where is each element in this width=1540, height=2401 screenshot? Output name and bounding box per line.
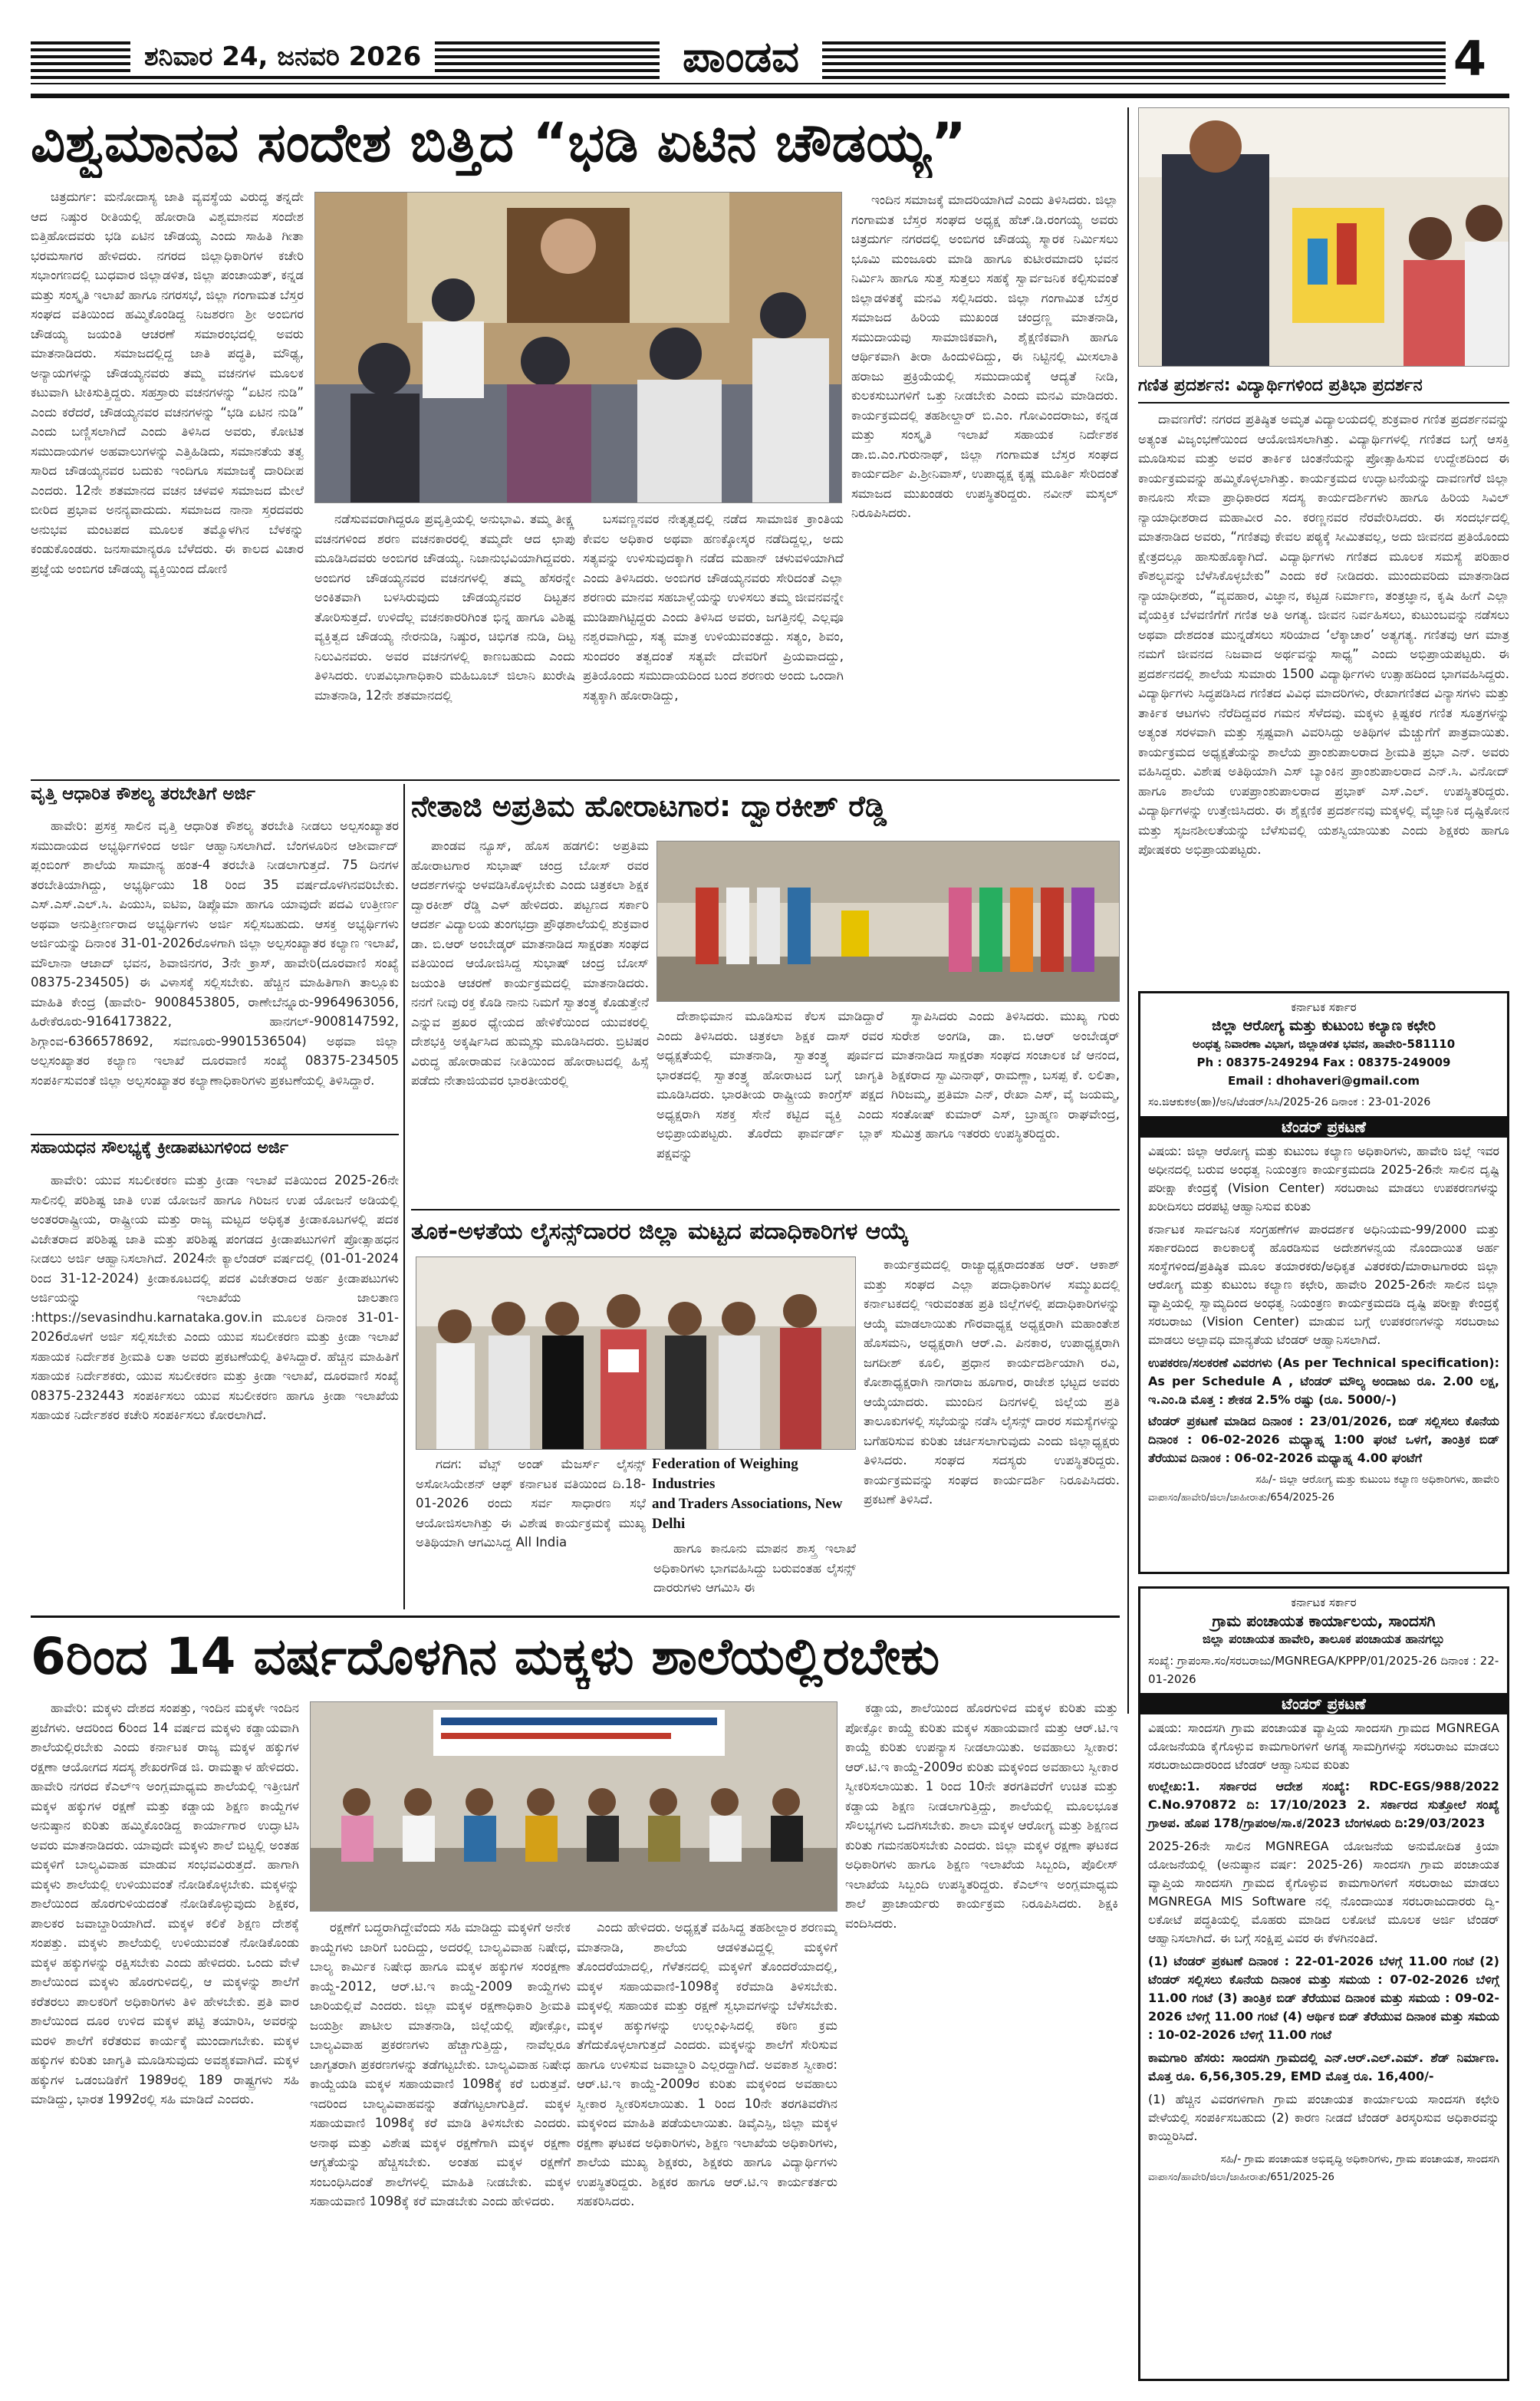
story5-column-3: ಸ್ಥಾಪಿಸಿದರು ಎಂದು ತಿಳಿಸಿದರು. ಮುಖ್ಯ ಗುರು ಸುರೇಶ ಅಂಗಡಿ, ಡಾ. ಬಿ.ಆರ್ ಅಂಬೇಡ್ಕರ್ ಮಾತನಾಡಿದ ಸಾಕ್ಷರತಾ ಸಂಘದ ಸಂಚಾಲಕ ಜೆ ಆನಂದ, ಶಿಕ್ಷಕರಾದ ಸ್ವಾಮಿನಾಥ್, ರಾಮಣ್ಣಾ, ಬಸಪ್ಪ ಕೆ. ಲಲಿತಾ, ಗಿರಿಜಮ್ಮ, ಪ್ರತಿಮಾ ಎನ್, ರೇಖಾ ಎಸ್, ವೈ ಜಯಮ್ಮ, ಸಂತೋಷ್ ಕುಮಾರ್ ಎಸ್, ಬ್ರಾಹ್ಮಣ ರಾಘವೇಂದ್ರ, ಸುಮಿತ್ರ ಹಾಗೂ ಇತರರು ಉಪಸ್ಥಿತರಿದ್ದರು. (891, 1009, 1120, 1141)
notice-body: ಕರ್ನಾಟಕ ಸಾರ್ವಜನಿಕ ಸಂಗ್ರಹಣೆಗಳ ಪಾರದರ್ಶಕ ಅಧಿನಿಯಮ-99/2000 ಮತ್ತು ಸರ್ಕಾರದಿಂದ ಕಾಲಕಾಲಕ್ಕೆ ಹೊರಡಿಸುವ ಅದೇಶಗಳನ್ವಯ ನೊಂದಾಯಿತ ಅರ್ಹ ಸಂಸ್ಥೆಗಳಿಂದ/ಪ್ರತಿಷ್ಠಿತ ಮೂಲ ತಯಾರಕರು/ಅಧಿಕೃತ ವಿತರಕರು/ಮಾರಾಟಗಾರರು ಜಿಲ್ಲಾ ಆರೋಗ್ಯ ಮತ್ತು ಕುಟುಂಬ ಕಲ್ಯಾಣ ಕಛೇರಿ, ಹಾವೇರಿ 2025-26ನೇ ಸಾಲಿನ ಜಿಲ್ಲಾ ವ್ಯಾಪ್ತಿಯಲ್ಲಿ ಸ್ವಾಮ್ಯದಿಂದ ಅಂಧತ್ವ ನಿಯಂತ್ರಣ ಕಾರ್ಯಕ್ರಮದಡಿ ದೃಷ್ಟಿ ಪರೀಕ್ಷಾ ಕೇಂದ್ರಕ್ಕೆ ಸರಬರಾಜು (Vision Center) ಮಾಡುವ ಬಗ್ಗೆ ಉಪಕರಣಗಳನ್ನು ಸರಬರಾಜು ಮಾಡಲು ಅಲ್ಪಾವಧಿ ಮಾನ್ಯತೆಯ ಟೆಂಡರ್ ಆಹ್ವಾನಿಸಲಾಗಿದೆ. (1148, 1222, 1499, 1347)
story7-photo (310, 1701, 837, 1912)
notice-reference: ಸಂಖ್ಯೆ: ಗ್ರಾಪಂಸಾ.ಸಂ/ಸರಬರಾಜು/MGNREGA/KPPP/01/2025-26 ದಿನಾಂಕ : 22-01-2026 (1148, 1654, 1499, 1686)
notice-office: ಗ್ರಾಮ ಪಂಚಾಯತ ಕಾರ್ಯಾಲಯ, ಸಾಂದಸಗಿ (1212, 1612, 1436, 1630)
story3-headline: ವೃತ್ತಿ ಆಧಾರಿತ ಕೌಶಲ್ಯ ತರಬೇತಿಗೆ ಅರ್ಜಿ (31, 784, 255, 804)
notice-office: ಜಿಲ್ಲಾ ಆರೋಗ್ಯ ಮತ್ತು ಕುಟುಂಬ ಕಲ್ಯಾಣ ಕಛೇರಿ (1212, 1017, 1436, 1034)
story7-column-1: ಹಾವೇರಿ: ಮಕ್ಕಳು ದೇಶದ ಸಂಪತ್ತು, ಇಂದಿನ ಮಕ್ಕಳೇ ಇಂದಿನ ಪ್ರಜೆಗಳು. ಆದರಿಂದ 6ರಿಂದ 14 ವರ್ಷದ ಮಕ್ಕಳು ಕಡ್ಡಾಯವಾಗಿ ಶಾಲೆಯಲ್ಲಿರಬೇಕು ಎಂದು ಕರ್ನಾಟಕ ರಾಜ್ಯ ಮಕ್ಕಳ ಹಕ್ಕುಗಳ ರಕ್ಷಣಾ ಆಯೋಗದ ಸದಸ್ಯ ಶೇಖರಗೌಡ ಜಿ. ರಾಮತ್ನಾಳ ಹೇಳಿದರು. ಹಾವೇರಿ ನಗರದ ಕೆಎಲ್ಇ ಅಂಗ್ಲಮಾಧ್ಯಮ ಶಾಲೆಯಲ್ಲಿ ಇತ್ತೀಚಿಗೆ ಮಕ್ಕಳ ಹಕ್ಕುಗಳ ರಕ್ಷಣೆ ಮತ್ತು ಕಡ್ಡಾಯ ಶಿಕ್ಷಣ ಕಾಯ್ದೆಗಳ ಅನುಷ್ಠಾನ ಕುರಿತು ಹಮ್ಮಿಕೊಂಡಿದ್ದ ಕಾರ್ಯಾಗಾರ ಉದ್ಘಾಟಿಸಿ ಅವರು ಮಾತನಾಡಿದರು. ಯಾವುದೇ ಮಕ್ಕಳು ಶಾಲೆ ಬಿಟ್ಟಲ್ಲಿ ಅಂತಹ ಮಕ್ಕಳಿಗೆ ಬಾಲ್ಯವಿವಾಹ ಮಾಡುವ ಸಂಭವವಿರುತ್ತದೆ. ಹಾಗಾಗಿ ಮಕ್ಕಳು ಶಾಲೆಯಲ್ಲಿ ಉಳಿಯುವಂತೆ ನೋಡಿಕೊಳ್ಳಬೇಕು. ಮಕ್ಕಳನ್ನು ಶಾಲೆಯಿಂದ ಹೊರಗುಳಿಯದಂತೆ ನೋಡಿಕೊಳ್ಳುವುದು ಶಿಕ್ಷಕರ, ಪಾಲಕರ ಜವಾಬ್ದಾರಿಯಾಗಿದೆ. ಮಕ್ಕಳ ಕಲಿಕೆ ಶಿಕ್ಷಣ ದೇಶಕ್ಕೆ ಸಂಪತ್ತು. ಮಕ್ಕಳು ಶಾಲೆಯಲ್ಲಿ ಉಳಿಯುವಂತೆ ನೋಡಿಕೊಂಡು ಮಕ್ಕಳ ಹಕ್ಕುಗಳನ್ನು ರಕ್ಷಿಸಬೇಕು ಎಂದು ಹೇಳಿದರು. ಒಂದು ವೇಳೆ ಶಾಲೆಯಿಂದ ಮಕ್ಕಳು ಹೊರಗುಳಿದಲ್ಲಿ, ಆ ಮಕ್ಕಳನ್ನು ಶಾಲೆಗೆ ಕರೆತರಲು ಪಾಲಕರಿಗೆ ಅಧಿಕಾರಿಗಳು ತಿಳಿ ಹೇಳಬೇಕು. ಪ್ರತಿ ವಾರ ಶಾಲೆಯಿಂದ ದೂರ ಉಳಿದ ಮಕ್ಕಳ ಪಟ್ಟಿ ತಯಾರಿಸಿ, ಅವರನ್ನು ಮರಳಿ ಶಾಲೆಗೆ ಕರೆತರುವ ಕಾರ್ಯಕ್ಕೆ ಮುಂದಾಗಬೇಕು. ಮಕ್ಕಳ ಹಕ್ಕುಗಳ ಕುರಿತು ಜಾಗೃತಿ ಮೂಡಿಸುವುದು ಅವಶ್ಯಕವಾಗಿದೆ. ಮಕ್ಕಳ ಹಕ್ಕುಗಳ ಒಡಂಬಡಿಕೆಗೆ 1989ರಲ್ಲಿ 189 ರಾಷ್ಟ್ರಗಳು ಸಹಿ ಮಾಡಿದ್ದು, ಭಾರತ 1992ರಲ್ಲಿ ಸಹಿ ಮಾಡಿದೆ ಎಂದರು. (31, 1701, 299, 2106)
notice-signature: ಸಹಿ/- ಗ್ರಾಮ ಪಂಚಾಯತ ಅಭಿವೃದ್ಧಿ ಅಧಿಕಾರಿಗಳು, ಗ್ರಾಮ ಪಂಚಾಯತ, ಸಾಂದಸಗಿ (1220, 2153, 1499, 2166)
story1-headline: ವಿಶ್ವಮಾನವ ಸಂದೇಶ ಬಿತ್ತಿದ “ಭಡಿ ಏಟಿನ ಚೌಡಯ್ಯ” (31, 111, 966, 174)
notice-email: Email : dhohaveri@gmail.com (1227, 1074, 1420, 1088)
story5-column-1: ಪಾಂಡವ ನ್ಯೂಸ್, ಹೊಸ ಹಡಗಲಿ: ಅಪ್ರತಿಮ ಹೋರಾಟಗಾರ ಸುಭಾಷ್ ಚಂದ್ರ ಬೋಸ್ ರವರ ಆದರ್ಶಗಳನ್ನು ಅಳವಡಿಸಿಕೊಳ್ಳಬೇಕು ಎಂದು ಚಿತ್ರಕಲಾ ಶಿಕ್ಷಕ ದ್ವಾರಕೀಶ್ ರೆಡ್ಡಿ ಎಳ್ ಹೇಳಿದರು. ಪಟ್ಟಣದ ಸರ್ಕಾರಿ ಆದರ್ಶ ವಿದ್ಯಾಲಯ ತುಂಗಭದ್ರಾ ಪ್ರೌಢಶಾಲೆಯಲ್ಲಿ ಶುಕ್ರವಾರ ಡಾ. ಬಿ.ಆರ್ ಅಂಬೇಡ್ಕರ್ ಮಾತನಾಡಿದ ಸಾಕ್ಷರತಾ ಸಂಘದ ವತಿಯಿಂದ ಆಯೋಜಿಸಿದ್ದ ಸುಭಾಷ್ ಚಂದ್ರ ಬೋಸ್ ಜಯಂತಿ ಆಚರಣೆ ಕಾರ್ಯಕ್ರಮದಲ್ಲಿ ಮಾತನಾಡಿದರು. ನನಗೆ ನೀವು ರಕ್ತ ಕೊಡಿ ನಾನು ನಿಮಗೆ ಸ್ವಾತಂತ್ರ್ಯ ಕೊಡುತ್ತೇನೆ ಎನ್ನುವ ಪ್ರಖರ ಧ್ಯೇಯದ ಹೇಳಿಕೆಯಿಂದ ಯುವಕರಲ್ಲಿ ದೇಶಭಕ್ತಿ ಅಕ್ಕರ್ಷಿಸಿದ ಹುಮ್ಮಸ್ಸು ಮೂಡಿಸಿದರು. ಬ್ರಿಟಿಷರ ವಿರುದ್ಧ ಹೋರಾಡುವ ನೀತಿಯಿಂದ ಹೋರಾಟದಲ್ಲಿ ಹಿಸ್ಸೆ ಪಡೆದು ನೇತಾಜಿಯವರ ಭಾರತೀಯರಲ್ಲಿ (411, 838, 649, 1088)
tender-notice-panchayat (1138, 1586, 1509, 2381)
story6-caption: ಗದಗ: ವೆಟ್ಸ್ ಅಂಡ್ ಮೆಜರ್ಸ್ ಲೈಸನ್ಸ್ ಅಸೋಸಿಯೇಶನ್ ಆಫ್ ಕರ್ನಾಟಕ ವತಿಯಿಂದ ದಿ.18-01-2026 ರಂದು ಸರ್ವ ಸಾಧಾರಣ ಸಭೆ ಆಯೋಜಿಸಲಾಗಿತ್ತು ಈ ವಿಶೇಷ ಕಾರ್ಯಕ್ರಮಕ್ಕೆ ಮುಖ್ಯ ಅತಿಥಿಯಾಗಿ ಆಗಮಿಸಿದ್ದ All India (416, 1457, 646, 1550)
paper-name: ಪಾಂಡವ (660, 32, 822, 83)
tender-notice-health (1138, 991, 1509, 1574)
notice-title-bar: ಟೆಂಡರ್ ಪ್ರಕಟಣೆ (1140, 1116, 1507, 1138)
story4-body: ಹಾವೇರಿ: ಯುವ ಸಬಲೀಕರಣ ಮತ್ತು ಕ್ರೀಡಾ ಇಲಾಖೆ ವತಿಯಿಂದ 2025-26ನೇ ಸಾಲಿನಲ್ಲಿ ಪರಿಶಿಷ್ಟ ಜಾತಿ ಉಪ ಯೋಜನೆ ಹಾಗೂ ಗಿರಿಜನ ಉಪ ಯೋಜನೆ ಅಡಿಯಲ್ಲಿ ಅಂತರರಾಷ್ಟ್ರೀಯ, ರಾಷ್ಟ್ರೀಯ ಮತ್ತು ರಾಜ್ಯ ಮಟ್ಟದ ಅಧಿಕೃತ ಕ್ರೀಡಾಕೂಟಗಳಲ್ಲಿ ಪದಕ ವಿಜೇತರಾದ ಪರಿಶಿಷ್ಟ ಜಾತಿ ಮತ್ತು ಪರಿಶಿಷ್ಟ ಪಂಗಡದ ಕ್ರೀಡಾಪಟುಗಳಿಗೆ ಪ್ರೋತ್ಸಾಹಧನ ನೀಡಲು ಅರ್ಜಿ ಆಹ್ವಾನಿಸಲಾಗಿದೆ. 2024ನೇ ಕ್ಯಾಲೆಂಡರ್ ವರ್ಷದಲ್ಲಿ (01-01-2024 ರಿಂದ 31-12-2024) ಕ್ರೀಡಾಕೂಟದಲ್ಲಿ ಪದಕ ವಿಜೇತರಾದ ಅರ್ಹ ಕ್ರೀಡಾಪಟುಗಳು ಅರ್ಜಿಯನ್ನು ಇಲಾಖೆಯ ಜಾಲತಾಣ :https://sevasindhu.karnataka.gov.in ಮೂಲಕ ದಿನಾಂಕ 31-01-2026ರೊಳಗೆ ಅರ್ಜಿ ಸಲ್ಲಿಸಬೇಕು ಎಂದು ಯುವ ಸಬಲೀಕರಣ ಮತ್ತು ಕ್ರೀಡಾ ಇಲಾಖೆ ಸಹಾಯಕ ನಿರ್ದೇಶಕ ಶ್ರೀಮತಿ ಲತಾ ಅವರು ಪ್ರಕಟಣೆಯಲ್ಲಿ ತಿಳಿಸಿದ್ದಾರೆ. ಹೆಚ್ಚಿನ ಮಾಹಿತಿಗೆ ಸಹಾಯಕ ನಿರ್ದೇಶಕರು, ಯುವ ಸಬಲೀಕರಣ ಮತ್ತು ಕ್ರೀಡಾ ಇಲಾಖೆ, ದೂರವಾಣಿ ಸಂಖ್ಯೆ 08375-232443 ಸಂಪರ್ಕಿಸಲು ಯುವ ಸಬಲೀಕರಣ ಹಾಗೂ ಕ್ರೀಡಾ ಇಲಾಖೆಯ ಸಹಾಯಕ ನಿರ್ದೇಶಕರ ಕಚೇರಿ ಸಂಪರ್ಕಿಸಲು ಕೋರಲಾಗಿದೆ. (31, 1173, 399, 1422)
notice-dates: ಟೆಂಡರ್ ಪ್ರಕಟಣೆ ಮಾಡಿದ ದಿನಾಂಕ : 23/01/2026, ಬಿಡ್ ಸಲ್ಲಿಸಲು ಕೊನೆಯ ದಿನಾಂಕ : 06-02-2026 ಮಧ್ಯಾಹ್ನ 1:00 ಘಂಟೆ ಒಳಗೆ, ತಾಂತ್ರಿಕ ಬಿಡ್ ತೆರೆಯುವ ದಿನಾಂಕ : 06-02-2026 ಮಧ್ಯಾಹ್ನ 4.00 ಘಂಟೆಗೆ (1148, 1414, 1499, 1465)
notice-footer: ವಾಪಾಸಂ/ಹಾವೇರಿ/ಜಿಲಾ/ಜಾಹೀರಾತು/651/2025-26 (1148, 2172, 1334, 2183)
column-divider (1127, 107, 1129, 1714)
notice-spec: ಉಪಕರಣ/ಸಲಕರಣೆ ವಿವರಗಳು (As per Technical specification): As per Schedule A , ಟೆಂಡರ್ ಮೌಲ್ಯ ಅಂದಾಜು ರೂ. 2.00 ಲಕ್ಷ, ಇ.ಎಂ.ಡಿ ಮೊತ್ತ : ಶೇಕಡ 2.5% ರಷ್ಟು (ರೂ. 5000/-) (1148, 1355, 1499, 1407)
notice-address: ಅಂಧತ್ವ ನಿವಾರಣಾ ವಿಭಾಗ, ಜಿಲ್ಲಾಡಳಿತ ಭವನ, ಹಾವೇರಿ-581110 (1192, 1037, 1456, 1051)
story3-body: ಹಾವೇರಿ: ಪ್ರಸಕ್ತ ಸಾಲಿನ ವೃತ್ತಿ ಆಧಾರಿತ ಕೌಶಲ್ಯ ತರಬೇತಿ ನೀಡಲು ಅಲ್ಪಸಂಖ್ಯಾತರ ಸಮುದಾಯದ ಅಭ್ಯರ್ಥಿಗಳಿಂದ ಅರ್ಜಿ ಆಹ್ವಾನಿಸಲಾಗಿದೆ. ಬೆಂಗಳೂರಿನ ಆಶೀರ್ವಾದ್ ಪ್ಲಂಬಿಂಗ್ ಶಾಲೆಯ ಸಾಮಾನ್ಯ ಹಂತ-4 ತರಬೇತಿ ನೀಡಲಾಗುತ್ತದೆ. 75 ದಿನಗಳ ತರಬೇತಿಯಾಗಿದ್ದು, ಅಭ್ಯರ್ಥಿಯು 18 ರಿಂದ 35 ವರ್ಷದೊಳಗಿನವರಿಬೇಕು. ಎಸ್.ಎಸ್.ಎಲ್.ಸಿ. ಪಿಯುಸಿ, ಐಟಿಐ, ಡಿಪ್ಲೊಮಾ ಹಾಗೂ ಯಾವುದೇ ಪದವಿ ಉತ್ತೀರ್ಣ ಅಥವಾ ಅನುತ್ತೀರ್ಣರಾದ ಅಭ್ಯರ್ಥಿಗಳು ಅರ್ಜಿ ಸಲ್ಲಿಸಬಹುದು. ಆಸಕ್ತ ಅಭ್ಯರ್ಥಿಗಳು ಅರ್ಜಿಯನ್ನು ದಿನಾಂಕ 31-01-2026ರೊಳಗಾಗಿ ಜಿಲ್ಲಾ ಅಲ್ಪಸಂಖ್ಯಾತರ ಕಲ್ಯಾಣ ಇಲಾಖೆ, ಮೌಲಾನಾ ಆಜಾದ್ ಭವನ, ಶಿವಾಜಿನಗರ, 3ನೇ ಕ್ರಾಸ್, ಹಾವೇರಿ(ದೂರವಾಣಿ ಸಂಖ್ಯೆ 08375-234505) ಈ ವಿಳಾಸಕ್ಕೆ ಸಲ್ಲಿಸಬೇಕು. ಹೆಚ್ಚಿನ ಮಾಹಿತಿಗಾಗಿ ತಾಲ್ಲೂಕು ಮಾಹಿತಿ ಕೇಂದ್ರ (ಹಾವೇರಿ- 9008453805, ರಾಣೇಬೆನ್ನೂರು-9964963056, ಹಿರೇಕೆರೂರು-9164173822, ಹಾನಗಲ್-9008147592, ಶಿಗ್ಗಾಂವ-6366578692, ಸವಣೂರು-9901536504) ಅಥವಾ ಜಿಲ್ಲಾ ಅಲ್ಪಸಂಖ್ಯಾತರ ಕಲ್ಯಾಣ ಇಲಾಖೆ ದೂರವಾಣಿ ಸಂಖ್ಯೆ 08375-234505 ಸಂಪರ್ಕಿಸುವಂತೆ ಜಿಲ್ಲಾ ಅಲ್ಪಸಂಖ್ಯಾತರ ಕಲ್ಯಾಣಾಧಿಕಾರಿಗಳು ಪ್ರಕಟಣೆಯಲ್ಲಿ ತಿಳಿಸಿದ್ದಾರೆ. (31, 818, 399, 1088)
section-rule (31, 1615, 1120, 1618)
story4-headline: ಸಹಾಯಧನ ಸೌಲಭ್ಯಕ್ಕೆ ಕ್ರೀಡಾಪಟುಗಳಿಂದ ಅರ್ಜಿ (31, 1138, 289, 1158)
banner-line: Federation of Weighing Industries (652, 1456, 798, 1492)
notice-subject: ವಿಷಯ: ಸಾಂದಸಗಿ ಗ್ರಾಮ ಪಂಚಾಯತ ವ್ಯಾಪ್ತಿಯ ಸಾಂದಸಗಿ ಗ್ರಾಮದ MGNREGA ಯೋಜನೆಯಡಿ ಕೈಗೊಳ್ಳುವ ಕಾಮಗಾರಿಗಳಿಗೆ ಅಗತ್ಯ ಸಾಮಗ್ರಿಗಳನ್ನು ಸರಬರಾಜು ಮಾಡಲು ಸರಬರಾಜುದಾರರಿಂದ ಟೆಂಡರ್ ಆಹ್ವಾನಿಸುವ ಕುರಿತು (1148, 1721, 1499, 1772)
story5-photo (656, 841, 1120, 1002)
notice-reference: ಸಂ.ಜಿಆಕುಕಅ(ಹಾ)/ಅನಿ/ಟೆಂಡರ್/ಸಿಸಿ/2025-26 ದಿನಾಂಕ : 23-01-2026 (1148, 1096, 1431, 1108)
notice-title-bar: ಟೆಂಡರ್ ಪ್ರಕಟಣೆ (1140, 1693, 1507, 1714)
notice-signature: ಸಹಿ/- ಜಿಲ್ಲಾ ಆರೋಗ್ಯ ಮತ್ತು ಕುಟುಂಬ ಕಲ್ಯಾಣ ಅಧಿಕಾರಿಗಳು, ಹಾವೇರಿ (1255, 1474, 1499, 1486)
story6-headline: ತೂಕ-ಅಳತೆಯ ಲೈಸನ್ಸ್‌ದಾರರ ಜಿಲ್ಲಾ ಮಟ್ಟದ ಪದಾಧಿಕಾರಿಗಳ ಆಯ್ಕೆ (411, 1218, 909, 1245)
story1-column-2: ನಡೆಸುವವರಾಗಿದ್ದರೂ ಪ್ರವೃತ್ತಿಯಲ್ಲಿ ಅನುಭಾವಿ. ತಮ್ಮ ತೀಕ್ಷ್ಣ ವಚನಗಳಿಂದ ಶರಣ ವಚನಕಾರರಲ್ಲಿ ತಮ್ಮದೇ ಆದ ಛಾಪು ಮೂಡಿಸಿದವರು ಅಂಬಿಗರ ಚೌಡಯ್ಯ. ನಿಜಾನುಭವಿಯಾಗಿದ್ದವರು. ಅಂಬಿಗರ ಚೌಡಯ್ಯನವರ ವಚನಗಳಲ್ಲಿ ತಮ್ಮ ಹೆಸರನ್ನೇ ಅಂಕಿತವಾಗಿ ಬಳಸಿರುವುದು ಚೌಡಯ್ಯನವರ ದಿಟ್ಟತನ ತೋರಿಸುತ್ತದೆ. ಉಳಿದೆಲ್ಲ ವಚನಕಾರರಿಗಿಂತ ಭಿನ್ನ ಹಾಗೂ ವಿಶಿಷ್ಟ ವ್ಯಕ್ತಿತ್ವದ ಚೌಡಯ್ಯ ನೇರನುಡಿ, ನಿಷ್ಠುರ, ಚಿಭಿಗತ ನುಡಿ, ದಿಟ್ಟ ನಿಲುವಿನವರು. ಅವರ ವಚನಗಳಲ್ಲಿ ಕಾಣಬಹುದು ಎಂದು ತಿಳಿಸಿದರು. ಉಪವಿಭಾಗಾಧಿಕಾರಿ ಮಹಿಬೂಬ್ ಜಿಲಾನಿ ಖುರೇಷಿ ಮಾತನಾಡಿ, 12ನೇ ಶತಮಾನದಲ್ಲಿ (314, 512, 575, 703)
section-rule (31, 1134, 399, 1135)
notice-govt: ಕರ್ನಾಟಕ ಸರ್ಕಾರ (1291, 1000, 1357, 1014)
story6-banner-text (652, 1454, 856, 1537)
section-rule (411, 1209, 1120, 1210)
banner-line: Delhi (652, 1516, 686, 1532)
notice-address: ಜಿಲ್ಲಾ ಪಂಚಾಯತ ಹಾವೇರಿ, ತಾಲೂಕ ಪಂಚಾಯತ ಹಾನಗಲ್ಲು (1203, 1632, 1445, 1646)
notice-note: (1) ಹೆಚ್ಚಿನ ವಿವರಗಳಿಗಾಗಿ ಗ್ರಾಮ ಪಂಚಾಯತ ಕಾರ್ಯಾಲಯ ಸಾಂದಸಗಿ ಕಛೇರಿ ವೇಳೆಯಲ್ಲಿ ಸಂಪರ್ಕಿಸಬಹುದು (2) ಕಾರಣ ನೀಡದೆ ಟೆಂಡರ್ ತಿರಸ್ಕರಿಸುವ ಅಧಿಕಾರವನ್ನು ಕಾಯ್ದಿರಿಸಿದೆ. (1148, 2092, 1499, 2143)
page-number: 4 (1446, 31, 1494, 87)
story7-headline: 6ರಿಂದ 14 ವರ್ಷದೊಳಗಿನ ಮಕ್ಕಳು ಶಾಲೆಯಲ್ಲಿರಬೇಕು (31, 1627, 940, 1686)
story2-body: ದಾವಣಗೆರೆ: ನಗರದ ಪ್ರತಿಷ್ಠಿತ ಅಮೃತ ವಿದ್ಯಾಲಯದಲ್ಲಿ ಶುಕ್ರವಾರ ಗಣಿತ ಪ್ರದರ್ಶನವನ್ನು ಅತ್ಯಂತ ವಿಜೃಂಭಣೆಯಿಂದ ಆಯೋಜಿಸಲಾಗಿತ್ತು. ವಿದ್ಯಾರ್ಥಿಗಳಲ್ಲಿ ಗಣಿತದ ಬಗ್ಗೆ ಆಸಕ್ತಿ ಮೂಡಿಸುವ ಮತ್ತು ಅವರ ತಾರ್ಕಿಕ ಚಿಂತನೆಯನ್ನು ಪ್ರೋತ್ಸಾಹಿಸುವ ಉದ್ದೇಶದಿಂದ ಈ ಕಾರ್ಯಕ್ರಮವನ್ನು ಹಮ್ಮಿಕೊಳ್ಳಲಾಗಿತ್ತು. ಕಾರ್ಯಕ್ರಮದ ಉದ್ಘಾಟನೆಯನ್ನು ದಾವಣಗೆರೆ ಜಿಲ್ಲಾ ಕಾನೂನು ಸೇವಾ ಪ್ರಾಧಿಕಾರದ ಸದಸ್ಯ ಕಾರ್ಯದರ್ಶಿಗಳು ಹಾಗೂ ಹಿರಿಯ ಸಿವಿಲ್ ನ್ಯಾಯಾಧೀಶರಾದ ಮಹಾವೀರ ಎಂ. ಕರಣ್ಣನವರ ನೆರವೇರಿಸಿದರು. ಈ ಸಂದರ್ಭದಲ್ಲಿ ಮಾತನಾಡಿದ ಅವರು, “ಗಣಿತವು ಕೇವಲ ಪಠ್ಯಕ್ಕೆ ಸೀಮಿತವಲ್ಲ, ಅದು ಜೀವನದ ಪ್ರತಿಯೊಂದು ಕ್ಷೇತ್ರದಲ್ಲೂ ಹಾಸುಹೊಕ್ಕಾಗಿದೆ. ವಿದ್ಯಾರ್ಥಿಗಳು ಗಣಿತದ ಮೂಲಕ ಸಮಸ್ಯೆ ಪರಿಹಾರ ಕೌಶಲ್ಯವನ್ನು ಬೆಳೆಸಿಕೊಳ್ಳಬೇಕು” ಎಂದು ಕರೆ ನೀಡಿದರು. ಮುಂದುವರಿದು ಮಾತನಾಡಿದ ನ್ಯಾಯಾಧೀಶರು, “ವ್ಯವಹಾರ, ವಿಜ್ಞಾನ, ಕಟ್ಟಡ ನಿರ್ಮಾಣ, ತಂತ್ರಜ್ಞಾನ, ಕೃಷಿ ಹೀಗೆ ಎಲ್ಲಾ ವೈಯಕ್ತಿಕ ಬೆಳವಣಿಗೆಗೆ ಗಣಿತ ಅತಿ ಅಗತ್ಯ. ಜೀವನ ನಿರ್ವಹಿಸಲು, ಕುಟುಂಬವನ್ನು ನಡೆಸಲು ಅಥವಾ ದೇಶದಂತ ಮುನ್ನಡೆಸಲು ಸರಿಯಾದ ‘ಲೆಕ್ಕಾಚಾರ’ ಅತ್ಯಗತ್ಯ. ಗಣಿತವು ಆಗ ಮಾತ್ರ ನಮಗೆ ಜೀವನದ ನಿಜವಾದ ಅರ್ಥವನ್ನು ಸಾಧ್ಯ” ಎಂದು ಅಭಿಪ್ರಾಯಪಟ್ಟರು. ಈ ಪ್ರದರ್ಶನದಲ್ಲಿ ಶಾಲೆಯ ಸುಮಾರು 1500 ವಿದ್ಯಾರ್ಥಿಗಳು ಉತ್ಸಾಹದಿಂದ ಭಾಗವಹಿಸಿದ್ದರು. ವಿದ್ಯಾರ್ಥಿಗಳು ಸಿದ್ಧಪಡಿಸಿದ ಗಣಿತದ ವಿವಿಧ ಮಾದರಿಗಳು, ರೇಖಾಗಣಿತದ ವಿನ್ಯಾಸಗಳು ಮತ್ತು ತಾರ್ಕಿಕ ಆಟಗಳು ನೆರೆದಿದ್ದವರ ಗಮನ ಸೆಳೆದವು. ಮಕ್ಕಳು ಕ್ಲಿಷ್ಟಕರ ಗಣಿತ ಸೂತ್ರಗಳನ್ನು ಅತ್ಯಂತ ಸರಳವಾಗಿ ಮತ್ತು ಸ್ಪಷ್ಟವಾಗಿ ವಿವರಿಸಿದ್ದು ಅತಿಥಿಗಳ ಮೆಚ್ಚುಗೆಗೆ ಪಾತ್ರವಾಯಿತು. ಕಾರ್ಯಕ್ರಮದ ಅಧ್ಯಕ್ಷತೆಯನ್ನು ಶಾಲೆಯ ಪ್ರಾಂಶುಪಾಲರಾದ ಶ್ರೀಮತಿ ಪ್ರಭಾ ಎನ್. ಅವರು ವಹಿಸಿದ್ದರು. ವಿಶೇಷ ಅತಿಥಿಯಾಗಿ ಎಸ್ ಬ್ಯಾಂಕಿನ ಪ್ರಾಂಶುಪಾಲರಾದ ಎನ್.ಸಿ. ವಿನೋದ್ ಹಾಗೂ ಶಾಲೆಯ ಉಪಪ್ರಾಂಶುಪಾಲರಾದ ಪ್ರಭಾಕ್ ಎಸ್.ಎಲ್. ಉಪಸ್ಥಿತರಿದ್ದರು. ವಿದ್ಯಾರ್ಥಿಗಳನ್ನು ಉತ್ತೇಜಿಸಿದರು. ಈ ಶೈಕ್ಷಣಿಕ ಪ್ರದರ್ಶನವು ಮಕ್ಕಳಲ್ಲಿ ವೈಜ್ಞಾನಿಕ ದೃಷ್ಟಿಕೋನ ಮತ್ತು ಸೃಜನಶೀಲತೆಯನ್ನು ಬೆಳೆಸುವಲ್ಲಿ ಯಶಸ್ವಿಯಾಯಿತು ಎಂದು ಶಿಕ್ಷಕರು ಹಾಗೂ ಪೋಷಕರು ಅಭಿಪ್ರಾಯಪಟ್ಟರು. (1138, 412, 1509, 857)
story1-column-3: ಬಸವಣ್ಣನವರ ನೇತೃತ್ವದಲ್ಲಿ ನಡೆದ ಸಾಮಾಜಿಕ ಕ್ರಾಂತಿಯ ಕೇವಲ ಅಧಿಕಾರ ಅಥವಾ ಹಣಕ್ಕೋಸ್ಕರ ನಡೆದಿದ್ದಲ್ಲ, ಅದು ಸತ್ಯವನ್ನು ಉಳಿಸುವುದಕ್ಕಾಗಿ ನಡೆದ ಮಹಾನ್ ಚಳುವಳಿಯಾಗಿದೆ ಎಂದು ತಿಳಿಸಿದರು. ಅಂಬಿಗರ ಚೌಡಯ್ಯನವರು ಸೇರಿದಂತೆ ಎಲ್ಲಾ ಶರಣರು ಮಾನವ ಸಹಬಾಳ್ವೆಯನ್ನು ಉಳಿಸಲು ತಮ್ಮ ಜೀವನವನ್ನೇ ಮುಡಿಪಾಗಿಟ್ಟಿದ್ದರು ಎಂದು ತಿಳಿಸಿದ ಅವರು, ಜಗತ್ತಿನಲ್ಲಿ ಎಲ್ಲವೂ ನಶ್ವರವಾಗಿದ್ದು, ಸತ್ಯ ಮಾತ್ರ ಉಳಿಯುವಂತದ್ದು. ಸತ್ಯಂ, ಶಿವಂ, ಸುಂದರಂ ತತ್ವದಂತೆ ಸತ್ಯವೇ ದೇವರಿಗೆ ಪ್ರಿಯವಾದದ್ದು, ಪ್ರತಿಯೊಂದು ಸಮುದಾಯದಿಂದ ಬಂದ ಶರಣರು ಅಂದು ಒಂದಾಗಿ ಸತ್ಯಕ್ಕಾಗಿ ಹೋರಾಡಿದ್ದು, (583, 512, 844, 703)
notice-govt: ಕರ್ನಾಟಕ ಸರ್ಕಾರ (1291, 1596, 1357, 1609)
story5-column-2: ದೇಶಾಭಿಮಾನ ಮೂಡಿಸುವ ಕೆಲಸ ಮಾಡಿದ್ದಾರೆ ಎಂದು ತಿಳಿಸಿದರು. ಚಿತ್ರಕಲಾ ಶಿಕ್ಷಕ ದಾಸ್ ರವರ ಅಧ್ಯಕ್ಷತೆಯಲ್ಲಿ ಮಾತನಾಡಿ, ಸ್ವಾತಂತ್ರ್ಯ ಪೂರ್ವದ ಭಾರತದಲ್ಲಿ ಸ್ವಾತಂತ್ರ್ಯ ಹೋರಾಟದ ಬಗ್ಗೆ ಜಾಗೃತಿ ಮೂಡಿಸಿದರು. ಭಾರತೀಯ ರಾಷ್ಟ್ರೀಯ ಕಾಂಗ್ರೆಸ್ ಪಕ್ಷದ ಅಧ್ಯಕ್ಷರಾಗಿ ಸಶಕ್ತ ಸೇನೆ ಕಟ್ಟಿದ ವ್ಯಕ್ತಿ ಎಂದು ಅಭಿಪ್ರಾಯಪಟ್ಟರು. ತೊರೆದು ಫಾರ್ವರ್ಡ್ ಬ್ಲಾಕ್ ಪಕ್ಷವನ್ನು (656, 1009, 884, 1161)
notice-footer: ವಾಪಾಸಂ/ಹಾವೇರಿ/ಜಿಲಾ/ಜಾಹೀರಾತು/654/2025-26 (1148, 1492, 1334, 1504)
issue-date: ಶನಿವಾರ 24, ಜನವರಿ 2026 (130, 38, 435, 75)
story6-photo (416, 1256, 856, 1450)
notice-body: 2025-26ನೇ ಸಾಲಿನ MGNREGA ಯೋಜನೆಯ ಅನುಮೋದಿತ ಕ್ರಿಯಾ ಯೋಜನೆಯಲ್ಲಿ (ಅನುಷ್ಠಾನ ವರ್ಷ: 2025-26) ಸಾಂದಸಗಿ ಗ್ರಾಮ ಪಂಚಾಯತ ವ್ಯಾಪ್ತಿಯ ಸಾಂದಸಗಿ ಗ್ರಾಮದ ಕೈಗೊಳ್ಳುವ ಕಾಮಗಾರಿಗಳಿಗೆ ಸರಬರಾಜು ಮಾಡಲು MGNREGA MIS Software ನಲ್ಲಿ ನೊಂದಾಯಿತ ಸರಬರಾಜುದಾರರು ದ್ವಿ-ಲಕೋಟೆ ಪದ್ಧತಿಯಲ್ಲಿ ಮೊಹರು ಮಾಡಿದ ಲಕೋಟೆ ಮೂಲಕ ಅರ್ಜಿ ಟೆಂಡರ್ ಆಹ್ವಾನಿಸಲಾಗಿದೆ. ಈ ಬಗ್ಗೆ ಸಂಕ್ಷಿಪ್ತ ವಿವರ ಈ ಕೆಳಗಿನಂತಿದೆ. (1148, 1839, 1499, 1945)
story5-headline: ನೇತಾಜಿ ಅಪ್ರತಿಮ ಹೋರಾಟಗಾರ: ದ್ವಾರಕೀಶ್ ರೆಡ್ಡಿ (411, 789, 887, 823)
column-divider (403, 784, 405, 1609)
story1-photo (314, 192, 842, 503)
notice-references: ಉಲ್ಲೇಖ:1. ಸರ್ಕಾರದ ಆದೇಶ ಸಂಖ್ಯೆ: RDC-EGS/988/2022 C.No.970872 ದಿ: 17/10/2023 2. ಸರ್ಕಾರದ ಸುತ್ತೋಲೆ ಸಂಖ್ಯೆ ಗ್ರಾಅಪ. ಹೊಪ 178/ಗ್ರಾಪಂಅ/ಸಾ.ಕ/2023 ಬೆಂಗಳೂರು ದಿ:29/03/2023 (1148, 1779, 1499, 1830)
notice-work: ಕಾಮಗಾರಿ ಹೆಸರು: ಸಾಂದಸಗಿ ಗ್ರಾಮದಲ್ಲಿ ಎನ್.ಆರ್.ಎಲ್.ಎಮ್. ಶೆಡ್ ನಿರ್ಮಾಣ. ಮೊತ್ತ ರೂ. 6,56,305.29, EMD ಮೊತ್ತ ರೂ. 16,400/- (1148, 2050, 1499, 2083)
story7-column-3: ಎಂದು ಹೇಳಿದರು. ಅಧ್ಯಕ್ಷತೆ ವಹಿಸಿದ್ದ ತಹಶೀಲ್ದಾರ ಶರಣಮ್ಮ ಮಾತನಾಡಿ, ಶಾಲೆಯ ಆಡಳಿತವಿದ್ದಲ್ಲಿ ಮಕ್ಕಳಿಗೆ ತೊಂದರೆಯಾದಲ್ಲಿ, ಗೆಳೆತನದಲ್ಲಿ ಮಕ್ಕಳಿಗೆ ತೊಂದರೆಯಾದಲ್ಲಿ, ಮಕ್ಕಳ ಸಹಾಯವಾಣಿ-1098ಕ್ಕೆ ಕರೆಮಾಡಿ ತಿಳಿಸಬೇಕು. ಮಕ್ಕಳಲ್ಲಿ ಸಹಾಯಕ ಮತ್ತು ರಕ್ಷಣೆ ಸ್ವಭಾವಗಳನ್ನು ಬೆಳೆಸಬೇಕು. ಮಕ್ಕಳ ಹಕ್ಕುಗಳನ್ನು ಉಲ್ಲಂಘಿಸಿದಲ್ಲಿ ಕಠಿಣ ಕ್ರಮ ತೆಗೆದುಕೊಳ್ಳಲಾಗುತ್ತದೆ ಎಂದರು. ಮಕ್ಕಳನ್ನು ಶಾಲೆಗೆ ಸೇರಿಸುವ ಹಾಗೂ ಉಳಿಸುವ ಜವಾಬ್ದಾರಿ ಎಲ್ಲರದ್ದಾಗಿದೆ. ಅವಕಾಶ ಸ್ವೀಕಾರ: ಆರ್.ಟಿ.ಇ ಕಾಯ್ದೆ-2009ರ ಕುರಿತು ಮಕ್ಕಳಿಂದ ಅವಹಾಲು ಸ್ವೀಕಾರ ಸ್ವೀಕರಿಸಲಾಯಿತು. 1 ರಿಂದ 10ನೇ ತರಗತಿವರೆಗಿನ ಮಕ್ಕಳಿಂದ ಮಾಹಿತಿ ಪಡೆಯಲಾಯಿತು. ಡಿವೈಎಸ್ಪಿ, ಜಿಲ್ಲಾ ಮಕ್ಕಳ ರಕ್ಷಣಾ ಘಟಕದ ಅಧಿಕಾರಿಗಳು, ಶಿಕ್ಷಣ ಇಲಾಖೆಯ ಅಧಿಕಾರಿಗಳು, ಶಾಲೆಯ ಮುಖ್ಯ ಶಿಕ್ಷಕರು, ಶಿಕ್ಷಕರು ಹಾಗೂ ವಿದ್ಯಾರ್ಥಿಗಳು ಉಪಸ್ಥಿತರಿದ್ದರು. ಶಿಕ್ಷಕರ ಹಾಗೂ ಆರ್.ಟಿ.ಇ ಕಾರ್ಯಕರ್ತರು ಸಹಕರಿಸಿದರು. (577, 1920, 837, 2208)
masthead (31, 31, 1509, 98)
story6-column-3: ಕಾರ್ಯಕ್ರಮದಲ್ಲಿ ರಾಜ್ಯಾಧ್ಯಕ್ಷರಾದಂತಹ ಆರ್. ಆಕಾಶ್ ಮತ್ತು ಸಂಘದ ಎಲ್ಲಾ ಪದಾಧಿಕಾರಿಗಳ ಸಮ್ಮುಖದಲ್ಲಿ ಕರ್ನಾಟಕದಲ್ಲಿ ಇರುವಂತಹ ಪ್ರತಿ ಜಿಲ್ಲೆಗಳಲ್ಲಿ ಪದಾಧಿಕಾರಿಗಳನ್ನು ಆಯ್ಕೆ ಮಾಡಲಾಯಿತು ಗೌರವಾಧ್ಯಕ್ಷ ಅಧ್ಯಕ್ಷರಾಗಿ ಮಹಾಂತೇಶ ಹೊಸಮನಿ, ಅಧ್ಯಕ್ಷರಾಗಿ ಆರ್.ಎ. ಪಿನಕಾರ, ಉಪಾಧ್ಯಕ್ಷರಾಗಿ ಜಗದೀಶ್ ಕೂಲಿ, ಪ್ರಧಾನ ಕಾರ್ಯದರ್ಶಿಯಾಗಿ ರವಿ, ಕೋಶಾಧ್ಯಕ್ಷರಾಗಿ ನಾಗರಾಜ ಹೂಗಾರ, ರಾಜೇಶ ಭಟ್ಟದ ಅವರು ಆಯ್ಕೆಯಾದರು. ಮುಂದಿನ ದಿನಗಳಲ್ಲಿ ಜಿಲ್ಲೆಯ ಪ್ರತಿ ತಾಲೂಕುಗಳಲ್ಲಿ ಸಭೆಯನ್ನು ನಡೆಸಿ ಲೈಸನ್ಸ್ ದಾರರ ಸಮಸ್ಯೆಗಳನ್ನು ಬಗೆಹರಿಸುವ ಕುರಿತು ಚರ್ಚಿಸಲಾಗುವುದು ಎಂದು ಜಿಲ್ಲಾಧ್ಯಕ್ಷರು ತಿಳಿಸಿದರು. ಸಂಘದ ಸದಸ್ಯರು ಉಪಸ್ಥಿತರಿದ್ದರು. ಕಾರ್ಯಕ್ರಮವನ್ನು ಸಂಘದ ಕಾರ್ಯದರ್ಶಿ ನಿರೂಪಿಸಿದರು. ಪ್ರಕಟಣೆ ತಿಳಿಸಿದೆ. (864, 1257, 1120, 1507)
notice-phone: Ph : 08375-249294 Fax : 08375-249009 (1196, 1056, 1451, 1069)
story2-photo (1138, 107, 1509, 367)
story6-column-2: ಹಾಗೂ ಕಾನೂನು ಮಾಪನ ಶಾಸ್ತ್ರ ಇಲಾಖೆ ಅಧಿಕಾರಿಗಳು ಭಾಗವಹಿಸಿದ್ದು ಬರುವಂತಹ ಲೈಸನ್ಸ್ ದಾರರುಗಳು ಆಗಮಿಸಿ ಈ (653, 1541, 856, 1595)
story2-headline: ಗಣಿತ ಪ್ರದರ್ಶನ: ವಿದ್ಯಾರ್ಥಿಗಳಿಂದ ಪ್ರತಿಭಾ ಪ್ರದರ್ಶನ (1138, 376, 1509, 403)
story7-column-4: ಕಡ್ಡಾಯ, ಶಾಲೆಯಿಂದ ಹೊರಗುಳಿದ ಮಕ್ಕಳ ಕುರಿತು ಮತ್ತು ಪೋಕ್ಸೋ ಕಾಯ್ದೆ ಕುರಿತು ಮಕ್ಕಳ ಸಹಾಯವಾಣಿ ಮತ್ತು ಆರ್.ಟಿ.ಇ ಕಾಯ್ದೆ ಕುರಿತು ಉಪನ್ಯಾಸ ನೀಡಲಾಯಿತು. ಅವಹಾಲು ಸ್ವೀಕಾರ: ಆರ್.ಟಿ.ಇ ಕಾಯ್ದೆ-2009ರ ಕುರಿತು ಮಕ್ಕಳಿಂದ ಅವಹಾಲು ಸ್ವೀಕಾರ ಸ್ವೀಕರಿಸಲಾಯಿತು. 1 ರಿಂದ 10ನೇ ತರಗತಿವರೆಗೆ ಉಚಿತ ಮತ್ತು ಕಡ್ಡಾಯ ಶಿಕ್ಷಣ ನೀಡಲಾಗುತ್ತಿದ್ದು, ಶಾಲೆಯಲ್ಲಿ ಮೂಲಭೂತ ಸೌಲಭ್ಯಗಳು ಒದಗಿಸಬೇಕು. ಶಾಲಾ ಮಕ್ಕಳ ಆರೋಗ್ಯ ಮತ್ತು ಶಿಕ್ಷಣದ ಕುರಿತು ಗಮನಹರಿಸಬೇಕು ಎಂದರು. ಜಿಲ್ಲಾ ಮಕ್ಕಳ ರಕ್ಷಣಾ ಘಟಕದ ಅಧಿಕಾರಿಗಳು ಹಾಗೂ ಶಿಕ್ಷಣ ಇಲಾಖೆಯ ಸಿಬ್ಬಂದಿ, ಪೊಲೀಸ್ ಇಲಾಖೆಯ ಸಿಬ್ಬಂದಿ ಉಪಸ್ಥಿತರಿದ್ದರು. ಕೆಎಲ್ಇ ಅಂಗ್ಲಮಾಧ್ಯಮ ಶಾಲೆ ಪ್ರಾಚಾರ್ಯರು ಕಾರ್ಯಕ್ರಮ ನಿರೂಪಿಸಿದರು. ಶಿಕ್ಷಕಿ ವಂದಿಸಿದರು. (845, 1701, 1118, 1931)
story1-column-1: ಚಿತ್ರದುರ್ಗ: ಮನೋದಾಸ್ಯ ಜಾತಿ ವ್ಯವಸ್ಥೆಯ ವಿರುದ್ಧ ತನ್ನದೇ ಆದ ನಿಷ್ಠುರ ರೀತಿಯಲ್ಲಿ ಹೋರಾಡಿ ವಿಶ್ವಮಾನವ ಸಂದೇಶ ಬಿತ್ತಿಹೋದವರು ಭಡಿ ಏಟಿನ ಚೌಡಯ್ಯ ಎಂದು ಸಾಹಿತಿ ಗೀತಾ ಭರಮಸಾಗರ ಹೇಳಿದರು. ನಗರದ ಜಿಲ್ಲಾಧಿಕಾರಿಗಳ ಕಚೇರಿ ಸಭಾಂಗಣದಲ್ಲಿ ಬುಧವಾರ ಜಿಲ್ಲಾಡಳಿತ, ಜಿಲ್ಲಾ ಪಂಚಾಯತ್, ಕನ್ನಡ ಮತ್ತು ಸಂಸ್ಕೃತಿ ಇಲಾಖೆ ಹಾಗೂ ನಗರಸಭೆ, ಜಿಲ್ಲಾ ಗಂಗಾಮತ ಬೆಸ್ತರ ಸಂಘದ ವತಿಯಿಂದ ಹಮ್ಮಿಕೊಂಡಿದ್ದ ನಿಜಶರಣ ಶ್ರೀ ಅಂಬಿಗರ ಚೌಡಯ್ಯ ಜಯಂತಿ ಆಚರಣೆ ಸಮಾರಂಭದಲ್ಲಿ ಅವರು ಮಾತನಾಡಿದರು. ಸಮಾಜದಲ್ಲಿದ್ದ ಜಾತಿ ಪದ್ಧತಿ, ಮೌಢ್ಯ, ಅನ್ಯಾಯಗಳನ್ನು ಚೌಡಯ್ಯನವರು ತಮ್ಮ ವಚನಗಳ ಮೂಲಕ ಕಟುವಾಗಿ ಟೀಕಿಸುತ್ತಿದ್ದರು. ಸಹಸ್ರಾರು ವಚನಗಳನ್ನು “ಏಟಿನ ನುಡಿ” ಎಂದು ಕರೆದರೆ, ಚೌಡಯ್ಯನವರ ವಚನಗಳನ್ನು “ಭಡಿ ಏಟಿನ ನುಡಿ” ಎಂದು ಬಣ್ಣಿಸಲಾಗಿದೆ ಎಂದು ತಿಳಿಸಿದ ಅವರು, ಕೋಟಿತ ಸಮುದಾಯಗಳ ಅಹವಾಲುಗಳನ್ನು ಎತ್ತಿಹಿಡಿದು, ಸಮಾನತೆಯ ತತ್ವ ಸಾರಿದ ಚೌಡಯ್ಯನವರ ಬದುಕು ಇಂದಿಗೂ ಸಮಾಜಕ್ಕೆ ದಾರಿದೀಪ ಎಂದರು. 12ನೇ ಶತಮಾನದ ವಚನ ಚಳವಳಿ ಸಮಾಜದ ಮೇಲೆ ಬೀರಿದ ಪ್ರಭಾವ ಅನನ್ಯವಾದುದು. ಸಮಾಜದ ನಾನಾ ಸ್ತರದವರು ಅನುಭವ ಮಂಟಪದ ಮೂಲಕ ತಮ್ಮೊಳಗಿನ ಬೆಳಕನ್ನು ಕಂಡುಕೊಂಡರು. ಜನಸಾಮಾನ್ಯರೂ ಬೆಳೆದರು. ಈ ಕಾಲದ ವಿಚಾರ ಪ್ರಜ್ಞೆಯ ಅಂಬಿಗರ ಚೌಡಯ್ಯ ವ್ಯಕ್ತಿಯಿಂದ ದೋಣಿ (31, 189, 304, 576)
story1-column-4: ಇಂದಿನ ಸಮಾಜಕ್ಕೆ ಮಾದರಿಯಾಗಿದೆ ಎಂದು ತಿಳಿಸಿದರು. ಜಿಲ್ಲಾ ಗಂಗಾಮತ ಬೆಸ್ತರ ಸಂಘದ ಅಧ್ಯಕ್ಷ ಹೆಚ್.ಡಿ.ರಂಗಯ್ಯ ಅವರು ಚಿತ್ರದುರ್ಗ ನಗರದಲ್ಲಿ ಅಂಬಿಗರ ಚೌಡಯ್ಯ ಸ್ಮಾರಕ ನಿರ್ಮಿಸಲು ಭೂಮಿ ಮಂಜೂರು ಮಾಡಿ ಹಾಗೂ ಕುಟೀರಮಾದರಿ ಭವನ ನಿರ್ಮಿಸಿ ಹಾಗೂ ಸುತ್ತ ಸುತ್ತಲು ಸಹಕ್ಕೆ ಸ್ವಾರ್ವಜನಿಕ ಕಲ್ಪಿಸುವಂತೆ ಜಿಲ್ಲಾಡಳಿತಕ್ಕೆ ಮನವಿ ಸಲ್ಲಿಸಿದರು. ಜಿಲ್ಲಾ ಗಂಗಾಮಿತ ಬೆಸ್ತರ ಸಮಾಜದ ಹಿರಿಯ ಮುಖಂಡ ಚಂದ್ರಣ್ಣ ಮಾತನಾಡಿ, ಸಮುದಾಯವು ಸಾಮಾಜಿಕವಾಗಿ, ಶೈಕ್ಷಣಿಕವಾಗಿ ಹಾಗೂ ಆರ್ಥಿಕವಾಗಿ ತೀರಾ ಹಿಂದುಳಿದಿದ್ದು, ಈ ನಿಟ್ಟಿನಲ್ಲಿ ಮೀಸಲಾತಿ ಹರಾಜು ಪ್ರಕ್ರಿಯೆಯಲ್ಲಿ ಸಮುದಾಯಕ್ಕೆ ಆದ್ಯತೆ ನೀಡಿ, ಕುಲಕಸುಬುಗಳಿಗೆ ಒತ್ತು ನೀಡಬೇಕು ಎಂದು ಮನವಿ ಮಾಡಿದರು. ಕಾರ್ಯಕ್ರಮದಲ್ಲಿ ತಹಶೀಲ್ದಾರ್ ಬಿ.ಎಂ. ಗೋವಿಂದರಾಜು, ಕನ್ನಡ ಮತ್ತು ಸಂಸ್ಕೃತಿ ಇಲಾಖೆ ಸಹಾಯಕ ನಿರ್ದೇಶಕ ಡಾ.ಬಿ.ಎಂ.ಗುರುನಾಥ್, ಜಿಲ್ಲಾ ಗಂಗಾಮತ ಬೆಸ್ತರ ಸಂಘದ ಕಾರ್ಯದರ್ಶಿ ಪಿ.ಶ್ರೀನಿವಾಸ್, ಉಪಾಧ್ಯಕ್ಷ ಕೃಷ್ಣ ಮೂರ್ತಿ ಸೇರಿದಂತೆ ಸಮಾಜದ ಮುಖಂಡರು ಉಪಸ್ಥಿತರಿದ್ದರು. ನವೀನ್ ಮಸ್ಕಲ್ ನಿರೂಪಿಸಿದರು. (851, 193, 1118, 520)
notice-subject: ವಿಷಯ: ಜಿಲ್ಲಾ ಆರೋಗ್ಯ ಮತ್ತು ಕುಟುಂಬ ಕಲ್ಯಾಣ ಅಧಿಕಾರಿಗಳು, ಹಾವೇರಿ ಜಿಲ್ಲೆ ಇವರ ಅಧೀನದಲ್ಲಿ ಬರುವ ಅಂಧತ್ವ ನಿಯಂತ್ರಣ ಕಾರ್ಯಕ್ರಮದಡಿ 2025-26ನೇ ಸಾಲಿನ ದೃಷ್ಟಿ ಪರೀಕ್ಷಾ ಕೇಂದ್ರಕ್ಕೆ (Vision Center) ಸರಬರಾಜು ಮಾಡಲು ಉಪಕರಣಗಳನ್ನು ಖರೀದಿಸಲು ದರಪಟ್ಟಿ ಆಹ್ವಾನಿಸುವ ಕುರಿತು (1148, 1144, 1499, 1214)
banner-line: and Traders Associations, New (652, 1496, 843, 1512)
story7-column-2: ರಕ್ಷಣೆಗೆ ಬದ್ಧರಾಗಿದ್ದೇವೆಂದು ಸಹಿ ಮಾಡಿದ್ದು ಮಕ್ಕಳಿಗೆ ಅನೇಕ ಕಾಯ್ದೆಗಳು ಜಾರಿಗೆ ಬಂದಿದ್ದು, ಅದರಲ್ಲಿ ಬಾಲ್ಯವಿವಾಹ ನಿಷೇಧ, ಬಾಲ್ಯ ಕಾರ್ಮಿಕ ನಿಷೇಧ ಹಾಗೂ ಮಕ್ಕಳ ಹಕ್ಕುಗಳ ಸಂರಕ್ಷಣಾ ಕಾಯ್ದೆ-2012, ಆರ್.ಟಿ.ಇ ಕಾಯ್ದೆ-2009 ಕಾಯ್ದೆಗಳು ಜಾರಿಯಲ್ಲಿವೆ ಎಂದರು. ಜಿಲ್ಲಾ ಮಕ್ಕಳ ರಕ್ಷಣಾಧಿಕಾರಿ ಶ್ರೀಮತಿ ಜಯಶ್ರೀ ಪಾಟೀಲ ಮಾತನಾಡಿ, ಜಿಲ್ಲೆಯಲ್ಲಿ ಪೋಕ್ಸೋ, ಬಾಲ್ಯವಿವಾಹ ಪ್ರಕರಣಗಳು ಹೆಚ್ಚಾಗುತ್ತಿದ್ದು, ನಾವೆಲ್ಲರೂ ಜಾಗೃತರಾಗಿ ಪ್ರಕರಣಗಳನ್ನು ತಡೆಗಟ್ಟಬೇಕು. ಬಾಲ್ಯವಿವಾಹ ನಿಷೇಧ ಕಾಯ್ದೆಯಡಿ ಮಕ್ಕಳ ಸಹಾಯವಾಣಿ 1098ಕ್ಕೆ ಕರೆ ಬರುತ್ತವೆ. ಇದರಿಂದ ಬಾಲ್ಯವಿವಾಹವನ್ನು ತಡೆಗಟ್ಟಲಾಗುತ್ತಿದೆ. ಮಕ್ಕಳ ಸಹಾಯವಾಣಿ 1098ಕ್ಕೆ ಕರೆ ಮಾಡಿ ತಿಳಿಸಬೇಕು ಎಂದರು. ಅನಾಥ ಮತ್ತು ವಿಶೇಷ ಮಕ್ಕಳ ರಕ್ಷಣೆಗಾಗಿ ಮಕ್ಕಳ ರಕ್ಷಣಾ ಆಗ್ಯತೆಯನ್ನು ಹೆಚ್ಚಿಸಬೇಕು. ಅಂತಹ ಮಕ್ಕಳ ರಕ್ಷಣೆಗೆ ಸಂಬಂಧಿಸಿದಂತೆ ಶಾಲೆಗಳಲ್ಲಿ ಮಾಹಿತಿ ನೀಡಬೇಕು. ಮಕ್ಕಳ ಸಹಾಯವಾಣಿ 1098ಕ್ಕೆ ಕರೆ ಮಾಡಬೇಕು ಎಂದು ಹೇಳಿದರು. (310, 1920, 571, 2208)
section-rule (31, 779, 1120, 781)
notice-dates: (1) ಟೆಂಡರ್ ಪ್ರಕಟಣೆ ದಿನಾಂಕ : 22-01-2026 ಬೆಳಗ್ಗೆ 11.00 ಗಂಟೆ (2) ಟೆಂಡರ್ ಸಲ್ಲಿಸಲು ಕೊನೆಯ ದಿನಾಂಕ ಮತ್ತು ಸಮಯ : 07-02-2026 ಬೆಳಿಗ್ಗೆ 11.00 ಗಂಟೆ (3) ತಾಂತ್ರಿಕ ಬಿಡ್ ತೆರೆಯುವ ದಿನಾಂಕ ಮತ್ತು ಸಮಯ : 09-02-2026 ಬೆಳಿಗ್ಗೆ 11.00 ಗಂಟೆ (4) ಆರ್ಥಿಕ ಬಿಡ್ ತೆರೆಯುವ ದಿನಾಂಕ ಮತ್ತು ಸಮಯ : 10-02-2026 ಬೆಳಿಗ್ಗೆ 11.00 ಗಂಟೆ (1148, 1954, 1499, 2042)
